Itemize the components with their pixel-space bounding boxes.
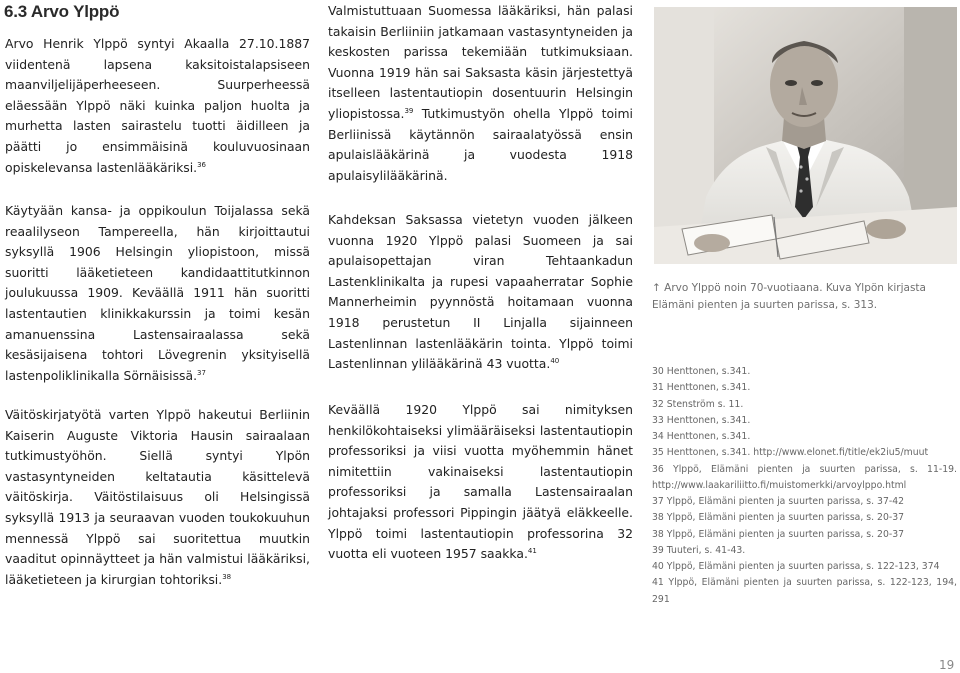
paragraph-text: Keväällä 1920 Ylppö sai nimityksen henkilökohtaiseksi ylimääräiseksi lastentautiopin professoriksi ja viisi vuotta myöhemmin hänet nimitettiin vakinaiseksi lastentautiopin professoriksi ja samalla Lastensairaalan johtajaksi professori Pippingin jäätyä eläkkeelle. Ylppö toimi lastentautiopin professorina 32 vuotta eli vuoteen 1957 saakka. — [328, 402, 633, 562]
paragraph-text: Käytyään kansa- ja oppikoulun Toijalassa sekä reaalilyseon Tampereella, hän kirjoittautui syksyllä 1906 Helsingin yliopistoon, missä suoritti lääketieteen kandidaattitutkinnon joulukuussa 1909. Keväällä 1911 hän suoritti lastentautien klinikkakurssin ja toimi kesän amanuenssina Lastensairaalassa sekä kesäsijaisena tohtori Lövegrenin yksityisellä lastenpoliklinikalla Sörnäisissä. — [5, 203, 310, 383]
footnote-item: 40 Ylppö, Elämäni pienten ja suurten parissa, s. 122-123, 374 — [652, 561, 940, 572]
footnote-item: 38 Ylppö, Elämäni pienten ja suurten parissa, s. 20-37 — [652, 528, 905, 540]
photo-caption — [652, 280, 957, 314]
footnote-ref[interactable]: 40 — [550, 357, 560, 366]
paragraph-berlin — [328, 1, 633, 186]
paragraph-text: Kahdeksan Saksassa vietetyn vuoden jälkeen vuonna 1920 Ylppö palasi Suomeen ja sai apulaisopettajan viran Tehtaankadun Lastenklinikalta ja rupesi vapaaherratar Sophie Mannerheimin pyynnöstä hoitamaan vuonna 1918 perustetun II Linjalla sijainneen Lastenlinnan lastenlääkärin tointa. Ylppö toimi Lastenlinnan ylilääkärinä 43 vuotta. — [328, 212, 633, 372]
footnote-ref[interactable]: 36 — [197, 160, 207, 169]
footnote-ref[interactable]: 39 — [404, 106, 414, 115]
paragraph-birth — [5, 34, 310, 178]
paragraph-return-finland — [328, 210, 633, 375]
paragraph-dissertation — [5, 405, 310, 590]
page-number: 19 — [939, 658, 955, 672]
footnote-item: 33 Henttonen, s.341. — [652, 414, 751, 426]
section-heading: 6.3 Arvo Ylppö — [4, 2, 120, 21]
paragraph-text: Väitöskirjatyötä varten Ylppö hakeutui Berliinin Kaiserin Auguste Viktoria Hausin sairaalaan tutkimustyöhön. Siellä syntyi Ylpön vastasyntyneiden keltatautia käsittelevä väitöskirja. Väitöstilaisuus oli Helsingissä syksyllä 1913 ja seuraavan vuoden toukokuuhun mennessä Ylppö sai suoritettua muutkin vaaditut opinnäytteet ja hän valmistui lääkäriksi, lääketieteen ja kirurgian tohtoriksi. — [5, 407, 310, 587]
footnote-item[interactable]: 36 Ylppö, Elämäni pienten ja suurten parissa, s. 11-19. http://www.laakariliitto.fi/muistomerkki/arvoylppo.html — [652, 463, 957, 491]
footnote-ref[interactable]: 37 — [197, 368, 206, 377]
footnote-ref[interactable]: 38 — [222, 572, 232, 581]
paragraph-text: Arvo Henrik Ylppö syntyi Akaalla 27.10.1887 viidentenä lapsena kaksitoistalapsiseen maanviljelijäperheeseen. Suurperheessä eläessään Ylppö näki kuinka paljon huolta ja murhetta lasten sairastelu tuotti äidilleen ja päätti jo ensimmäisinä kouluvuosinaan opiskelevansa lastenlääkäriksi. — [5, 36, 310, 175]
paragraph-professorship — [328, 400, 633, 565]
portrait-illustration — [654, 7, 957, 264]
footnote-item[interactable]: 35 Henttonen, s.341. http://www.elonet.fi/title/ek2iu5/muut — [652, 447, 929, 459]
footnote-item: 31 Henttonen, s.341. — [652, 382, 751, 394]
footnote-ref[interactable]: 41 — [527, 547, 537, 556]
paragraph-education — [5, 201, 310, 386]
footnote-item: 39 Tuuteri, s. 41-43. — [652, 544, 746, 556]
footnote-item: 41 Ylppö, Elämäni pienten ja suurten parissa, s. 122-123, 194, 291 — [652, 577, 957, 605]
portrait-photo — [654, 7, 957, 264]
footnote-item: 37 Ylppö, Elämäni pienten ja suurten parissa, s. 37-42 — [652, 496, 905, 507]
footnote-item: 32 Stenström s. 11. — [652, 398, 744, 410]
paragraph-text: Tutkimustyön ohella Ylppö toimi Berliinissä käytännön sairaalatyössä ensin apulaislääkärinä ja vuodesta 1918 apulaisylilääkärinä. — [328, 105, 633, 183]
arrow-up-icon: ↑ — [652, 282, 661, 294]
paragraph-text: Valmistuttuaan Suomessa lääkäriksi, hän palasi takaisin Berliiniin jatkamaan vastasyntyneiden ja keskosten parissa tekemiään tutkimuksiaan. Vuonna 1919 hän sai Saksasta käsin järjestettyä itselleen lastentautiopin dosentuurin Helsingin yliopistossa. — [328, 3, 633, 121]
caption-text: Arvo Ylppö noin 70-vuotiaana. Kuva Ylpön kirjasta Elämäni pienten ja suurten parissa, s. 313. — [652, 282, 926, 311]
footnotes-list — [652, 364, 957, 608]
footnote-item: 38 Ylppö, Elämäni pienten ja suurten parissa, s. 20-37 — [652, 512, 905, 524]
footnote-item: 34 Henttonen, s.341. — [652, 431, 751, 442]
footnote-item: 30 Henttonen, s.341. — [652, 366, 751, 377]
